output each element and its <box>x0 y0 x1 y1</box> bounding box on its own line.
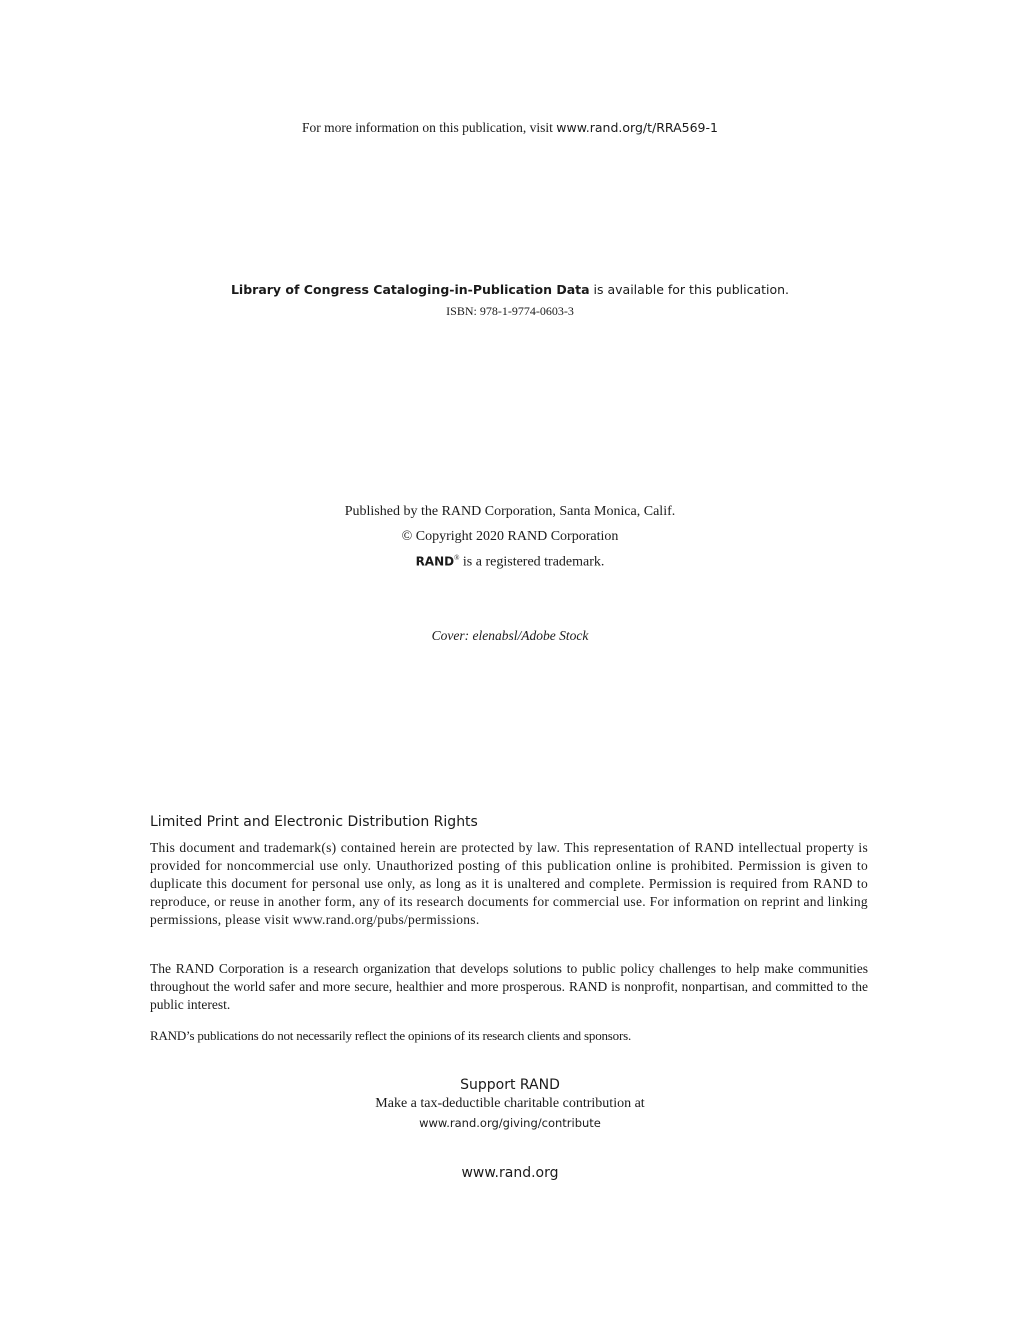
rights-paragraph: This document and trademark(s) contained herein are protected by law. This representation of RAND intellectual property is provided for noncommercial use only. Unauthorized posting of this publication online is prohibited. Permission is given to duplicate this document for personal use only, as long as it is unaltered and complete. Permission is required from RAND to reproduce, or reuse in another form, any of its research documents for commercial use. For information on reprint and linking permissions, please visit www.rand.org/pubs/permissions. <box>150 840 868 927</box>
publisher-line: Published by the RAND Corporation, Santa Monica, Calif. <box>344 504 676 519</box>
publication-link[interactable]: www.rand.org/t/RRA569-1 <box>556 120 718 135</box>
disclaimer: RAND’s publications do not necessarily reflect the opinions of its research clients and sponsors. <box>150 1028 631 1043</box>
registered-symbol: ® <box>454 554 460 562</box>
more-info-line <box>0 120 1020 136</box>
contribute-link[interactable]: www.rand.org/giving/contribute <box>419 1116 601 1130</box>
cip-rest: is available for this publication. <box>589 282 790 297</box>
trademark-line <box>0 554 1020 571</box>
cip-title: Library of Congress Cataloging-in-Publication Data <box>230 282 590 297</box>
rights-heading: Limited Print and Electronic Distribution Rights <box>150 814 478 830</box>
cover-credit: Cover: elenabsl/Adobe Stock <box>431 628 589 643</box>
footer-url-link[interactable]: www.rand.org <box>461 1165 559 1181</box>
more-info-text: For more information on this publication, visit <box>302 120 557 135</box>
trademark-rest: is a registered trademark. <box>459 554 605 570</box>
copyright-line: © Copyright 2020 RAND Corporation <box>401 529 619 544</box>
isbn: ISBN: 978-1-9774-0603-3 <box>446 304 574 318</box>
about-paragraph: The RAND Corporation is a research organization that develops solutions to public policy challenges to help make communities throughout the world safer and more secure, healthier and more prosperous. RAND is nonprofit, nonpartisan, and committed to the public interest. <box>150 961 868 1012</box>
support-line: Make a tax-deductible charitable contribution at <box>375 1096 645 1111</box>
trademark-name: RAND <box>415 554 455 569</box>
cip-line <box>0 282 1020 297</box>
support-heading: Support RAND <box>460 1077 560 1093</box>
